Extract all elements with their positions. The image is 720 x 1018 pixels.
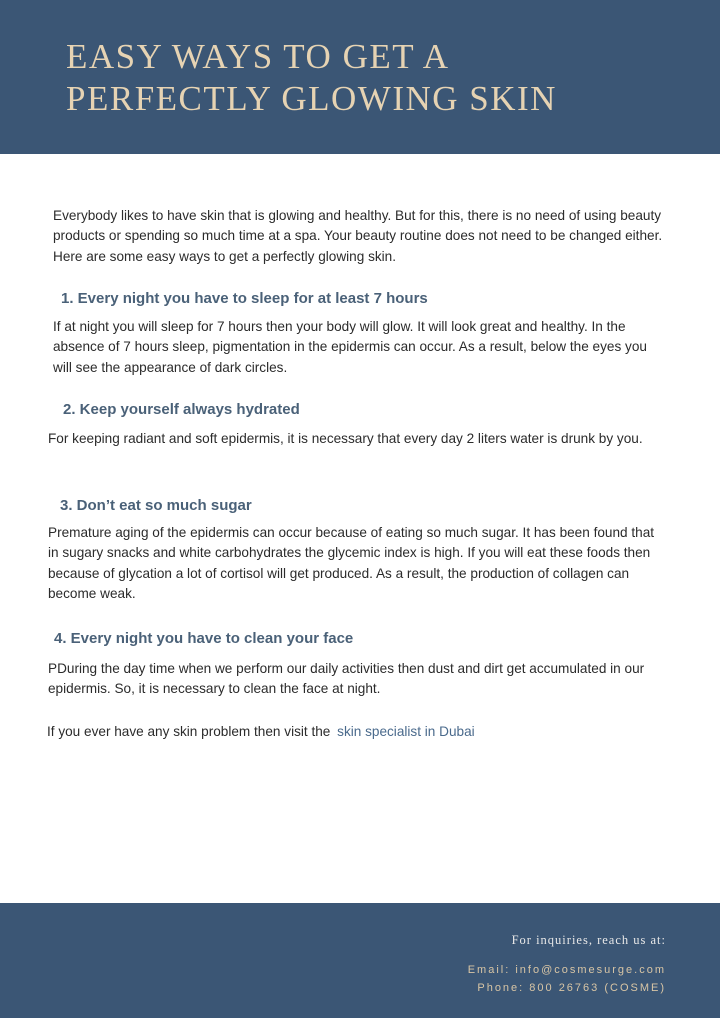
section-2-heading: 2. Keep yourself always hydrated <box>63 401 300 418</box>
footer-banner <box>0 903 720 1018</box>
section-4-heading: 4. Every night you have to clean your face <box>54 630 354 647</box>
skin-specialist-link[interactable]: skin specialist in Dubai <box>337 724 475 739</box>
cta-lead: If you ever have any skin problem then visit the <box>47 724 331 739</box>
email-contact[interactable]: Email: info@cosmesurge.com <box>467 964 666 976</box>
title-line-2: PERFECTLY GLOWING SKIN <box>66 79 557 118</box>
section-1-body: If at night you will sleep for 7 hours then your body will glow. It will look great and healthy. In the absence of 7 hours sleep, pigmentation in the epidermis can occur. As a result, below the eyes you will see the appearance of dark circles. <box>53 319 647 375</box>
phone-contact[interactable]: Phone: 800 26763 (COSME) <box>477 982 666 994</box>
header-banner <box>0 0 720 154</box>
inquiries-label: For inquiries, reach us at: <box>511 933 666 947</box>
section-3-body: Premature aging of the epidermis can occur because of eating so much sugar. It has been found that in sugary snacks and white carbohydrates the glycemic index is high. If you will eat these foods then because of glycation a lot of cortisol will get produced. As a result, the production of collagen can become weak. <box>48 525 655 601</box>
section-4-body: PDuring the day time when we perform our daily activities then dust and dirt get accumulated in our epidermis. So, it is necessary to clean the face at night. <box>48 661 645 697</box>
cta-text <box>47 722 475 742</box>
section-1-heading: 1. Every night you have to sleep for at least 7 hours <box>61 290 428 307</box>
title-line-1: EASY WAYS TO GET A <box>66 37 450 76</box>
section-3-heading: 3. Don’t eat so much sugar <box>60 497 252 514</box>
page-title <box>66 36 557 120</box>
section-2-body: For keeping radiant and soft epidermis, it is necessary that every day 2 liters water is drunk by you. <box>48 431 643 446</box>
intro-paragraph: Everybody likes to have skin that is glowing and healthy. But for this, there is no need of using beauty products or spending so much time at a spa. Your beauty routine does not need to be changed either. Here are some easy ways to get a perfectly glowing skin. <box>53 208 663 264</box>
